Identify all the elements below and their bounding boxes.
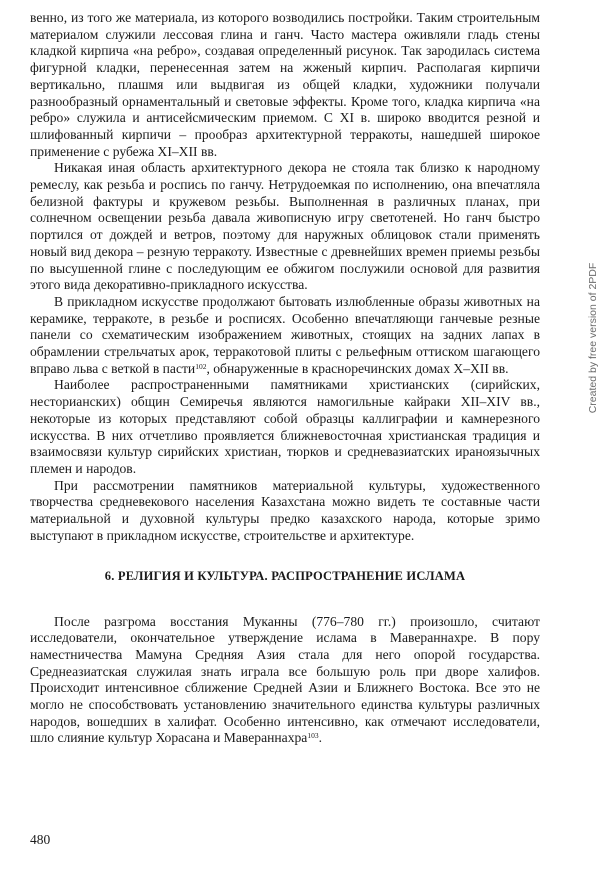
section-heading: 6. РЕЛИГИЯ И КУЛЬТУРА. РАСПРОСТРАНЕНИЕ ИСЛАМА [104,568,466,583]
paragraph [30,294,540,378]
footnote-ref: 102 [195,361,207,371]
watermark: Created by free version of 2PDF [587,262,599,414]
footnote-ref: 103 [307,731,319,741]
page-content [30,10,540,747]
paragraph-text: После разгрома восстания Муканны (776–780 гг.) произошло, считают исследователи, окончательное утверждение ислама в Мавераннахре. В пору наместничества Мамуна Средняя Азия стала для него опорой государства. Среднеазиатская служилая знать играла все большую роль при дворе халифов. Происходит интенсивное сближение Средней Азии и Ближнего Востока. Все это не могло не способствовать установлению значительного единства культуры различных народов, вошедших в халифат. Особенно интенсивно, как отмечают исследователи, шло слияние культур Хорасана и Мавераннахра [30,613,540,746]
paragraph [30,614,540,748]
paragraph: При рассмотрении памятников материальной культуры, художественного творчества средневекового населения Казахстана можно видеть те составные части материальной и духовной культуры предко казахского народа, которые зримо выступают в прикладном искусстве, строительстве и архитектуре. [30,477,540,543]
paragraph-tail: . [318,730,322,746]
paragraph: Никакая иная область архитектурного декора не стояла так близко к народному ремеслу, как резьба и роспись по ганчу. Нетрудоемкая по исполнению, она впечатляла белизной фактуры и кружевом резьбы. Выполненная в различных планах, при солнечном освещении резьба давала живописную игру светотеней. Но ганч быстро портился от дождей и ветров, поэтому для наружных облицовок стали применять новый вид декора – резную терракоту. Известные с древнейших времен приемы резьбы по высушенной глине с последующим ее обжигом послужили основой для развития этого вида декоративно-прикладного искусства. [30,160,540,293]
paragraph: Наиболее распространенными памятниками христианских (сирийских, несторианских) общин Семиречья являются намогильные кайраки XII–XIV вв., некоторые из которых представляют собой образцы каллиграфии и камнерезного искусства. В них отчетливо проявляется ближневосточная христианская традиция и взаимосвязи культур сирийских христиан, тюрков и средневазиатских ираноязычных племен и народов. [30,377,540,476]
paragraph-tail: , обнаруженные в красноречинских домах X–XII вв. [206,360,509,376]
page-number: 480 [30,832,51,847]
paragraph: венно, из того же материала, из которого возводились постройки. Таким строительным материалом служили лессовая глина и ганч. Часто мастера оживляли гладь стены кладкой кирпича «на ребро», создавая определенный рисунок. Так зародилась система фигурной кладки, перенесенная затем на жженый кирпич. Располагая кирпичи вертикально, плашмя или выдвигая из общей кладки, художники получали разнообразный орнаментальный и световые эффекты. Кроме того, кладка кирпича «на ребро» служила и антисейсмическим приемом. С XI в. широко вводится резной и шлифованный кирпичи – прообраз архитектурной терракоты, нашедшей широкое применение с рубежа XI–XII вв. [30,10,540,159]
paragraph-text: В прикладном искусстве продолжают бытовать излюбленные образы животных на керамике, терракоте, в резьбе и росписях. Особенно впечатляющи ганчевые резные панели со схематическим изображением животных, стоящих на задних лапах в обрамлении стрельчатых арок, терракотовой плиты с рельефным оттиском шагающего вправо льва с веткой в пасти [30,293,540,376]
